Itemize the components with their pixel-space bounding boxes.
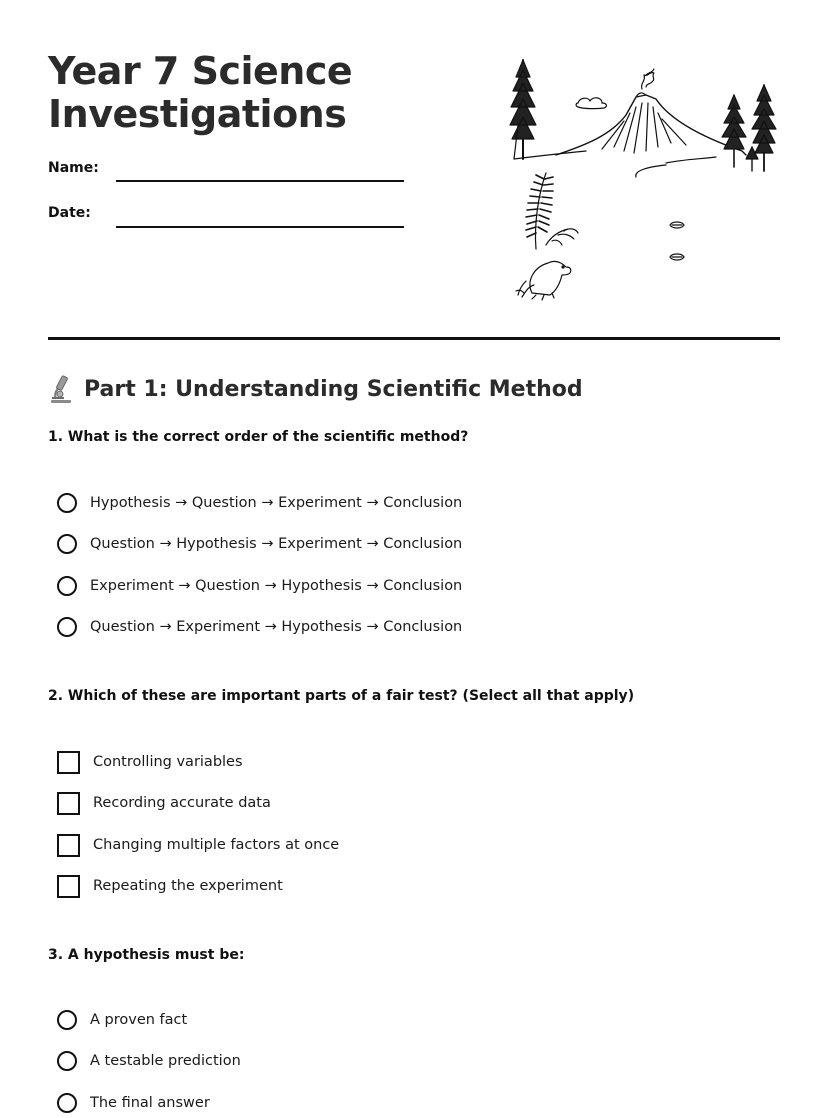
option-label: Controlling variables — [93, 754, 243, 770]
title-line-2: Investigations — [48, 92, 347, 136]
option-label: Question → Experiment → Hypothesis → Conclusion — [90, 619, 463, 635]
question-3: 3. A hypothesis must be: — [48, 947, 245, 963]
q3-option-3[interactable] — [57, 1090, 210, 1116]
option-label: The final answer — [90, 1095, 210, 1111]
date-label: Date: — [48, 205, 91, 221]
section-heading — [48, 372, 583, 406]
q1-option-4[interactable] — [57, 614, 462, 640]
q3-option-1[interactable] — [57, 1007, 187, 1033]
radio-button[interactable] — [57, 1051, 77, 1071]
option-label: Experiment → Question → Hypothesis → Conclusion — [90, 578, 463, 594]
header-divider — [48, 337, 780, 340]
option-label: Hypothesis → Question → Experiment → Conclusion — [90, 495, 463, 511]
radio-button[interactable] — [57, 576, 77, 596]
radio-button[interactable] — [57, 493, 77, 513]
name-field[interactable] — [116, 180, 404, 182]
q2-option-2[interactable] — [57, 790, 271, 816]
q2-option-4[interactable] — [57, 873, 283, 899]
radio-button[interactable] — [57, 534, 77, 554]
option-label: A proven fact — [90, 1012, 188, 1028]
option-label: Changing multiple factors at once — [93, 837, 340, 853]
option-label: Question → Hypothesis → Experiment → Conclusion — [90, 536, 463, 552]
q1-option-3[interactable] — [57, 573, 462, 599]
q1-option-1[interactable] — [57, 490, 462, 516]
radio-button[interactable] — [57, 1093, 77, 1113]
pebbles — [670, 222, 684, 260]
option-label: A testable prediction — [90, 1053, 241, 1069]
section-title: Part 1: Understanding Scientific Method — [84, 376, 583, 402]
radio-button[interactable] — [57, 617, 77, 637]
question-2: 2. Which of these are important parts of a fair test? (Select all that apply) — [48, 688, 635, 704]
q3-option-2[interactable] — [57, 1048, 241, 1074]
q2-option-1[interactable] — [57, 749, 243, 775]
title-line-1: Year 7 Science — [48, 49, 353, 93]
pine-tree-left — [510, 60, 536, 159]
q1-option-2[interactable] — [57, 531, 462, 557]
option-label: Recording accurate data — [93, 795, 271, 811]
radio-button[interactable] — [57, 1010, 77, 1030]
worksheet-title — [48, 50, 352, 136]
name-label: Name: — [48, 160, 99, 176]
checkbox[interactable] — [57, 834, 80, 857]
checkbox[interactable] — [57, 875, 80, 898]
rodent — [516, 261, 571, 300]
fern-plant — [526, 173, 578, 249]
checkbox[interactable] — [57, 751, 80, 774]
q2-option-3[interactable] — [57, 832, 339, 858]
date-field[interactable] — [116, 226, 404, 228]
pine-trees-right — [722, 85, 776, 171]
checkbox[interactable] — [57, 792, 80, 815]
option-label: Repeating the experiment — [93, 878, 283, 894]
volcano-landscape-illustration — [506, 55, 786, 307]
microscope-icon — [48, 374, 74, 404]
volcano — [556, 69, 746, 155]
question-1: 1. What is the correct order of the scientific method? — [48, 429, 469, 445]
